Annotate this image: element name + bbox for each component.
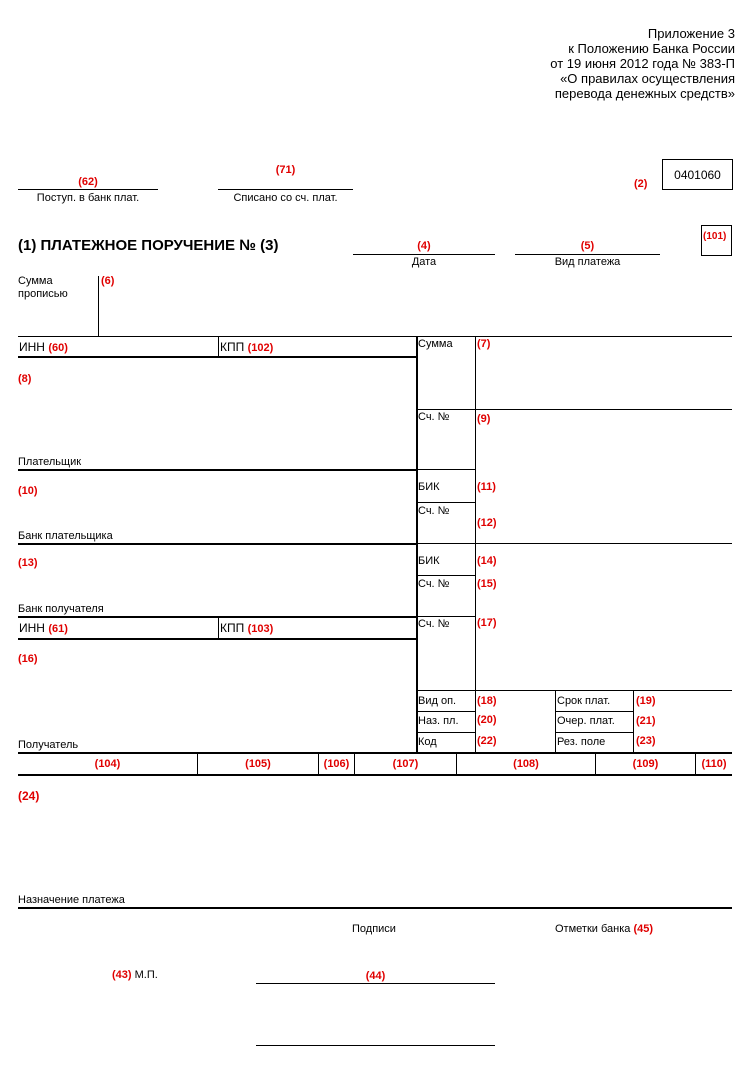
- payment-order-code: (21): [636, 715, 656, 727]
- payment-type-line: [515, 254, 660, 255]
- reserve-field-code: (23): [636, 735, 656, 747]
- debited-line: [218, 189, 353, 190]
- grid-line-752: [18, 752, 732, 754]
- grid-vline-payer-kpp: [218, 336, 219, 356]
- operation-purpose-code: (20): [477, 714, 497, 726]
- received-line: [18, 189, 158, 190]
- payee-bank-acc-code: (15): [477, 578, 497, 590]
- appendix-line-4: «О правилах осуществления: [560, 71, 735, 86]
- grid-line-356: [18, 356, 417, 358]
- payee-kpp-code: (103): [247, 623, 274, 635]
- operation-code-code: (22): [477, 735, 497, 747]
- payer-account-code: (9): [477, 413, 491, 425]
- payee-bank-label: Банк получателя: [18, 603, 104, 615]
- grid-line-543b: [417, 543, 732, 544]
- grid-line-575: [417, 575, 475, 576]
- received-code: (62): [78, 176, 98, 188]
- payment-order-label: Очер. плат.: [557, 715, 615, 727]
- debited-code: (71): [275, 164, 296, 176]
- grid-line-409: [417, 409, 732, 410]
- date-code: (4): [417, 240, 431, 252]
- signatures-label: Подписи: [352, 923, 396, 935]
- debited-label: Списано со сч. плат.: [233, 192, 338, 204]
- payer-inn-code: (60): [48, 342, 68, 354]
- status-box-101: [701, 225, 732, 256]
- appendix-line-5: перевода денежных средств»: [554, 86, 735, 101]
- grid-line-774: [18, 774, 732, 776]
- payer-bank-label: Банк плательщика: [18, 530, 113, 542]
- date-label: Дата: [411, 256, 437, 268]
- grid-vline-payee-kpp: [218, 616, 219, 638]
- operation-code-label: Код: [418, 736, 437, 748]
- payee-bank-acc-label: Сч. №: [418, 578, 450, 590]
- payer-kpp-label: КПП: [220, 340, 245, 354]
- field-code-101: (101): [703, 231, 727, 242]
- grid-line-469: [18, 469, 417, 471]
- title-number-code: (3): [260, 237, 279, 254]
- grid-line-616b: [417, 616, 475, 617]
- received-label: Поступ. в банк плат.: [36, 192, 140, 204]
- form-code-box: [662, 159, 733, 190]
- appendix-line-2: к Положению Банка России: [568, 41, 735, 56]
- appendix-header: [550, 26, 735, 101]
- payee-name-code: (16): [18, 653, 38, 665]
- payee-inn-code: (61): [48, 623, 68, 635]
- payer-inn-label: ИНН: [19, 340, 45, 354]
- grid-line-732b: [555, 732, 633, 733]
- amount-label: Сумма: [418, 338, 453, 350]
- amount-words-label-2: прописью: [18, 288, 68, 300]
- operation-type-code: (18): [477, 695, 497, 707]
- grid-line-469b: [417, 469, 475, 470]
- amount-words-label-1: Сумма: [18, 275, 53, 287]
- payee-inn-label: ИНН: [19, 621, 45, 635]
- stamp-label: М.П.: [134, 969, 158, 981]
- bank-marks-label: Отметки банка: [555, 923, 631, 935]
- payee-kpp: [220, 622, 273, 636]
- grid-line-711b: [555, 711, 633, 712]
- grid-vline-555: [555, 690, 556, 752]
- payee-label: Получатель: [18, 739, 79, 751]
- grid-line-732: [417, 732, 475, 733]
- grid-line-711: [417, 711, 475, 712]
- payer-bank-name-code: (10): [18, 485, 38, 497]
- bank-marks-code: (45): [633, 923, 653, 935]
- amount-code: (7): [477, 338, 491, 350]
- field-code-2: (2): [634, 178, 648, 190]
- operation-type-label: Вид оп.: [418, 695, 457, 707]
- signature-line-2: [256, 1045, 495, 1046]
- amount-words-divider: [98, 276, 99, 336]
- signature-code: (44): [365, 970, 386, 982]
- grid-line-638: [18, 638, 417, 640]
- purpose-code: (24): [18, 789, 40, 803]
- purpose-label: Назначение платежа: [18, 894, 125, 906]
- reserve-field-label: Рез. поле: [557, 736, 606, 748]
- payee-inn: [19, 622, 68, 636]
- payment-type-label: Вид платежа: [554, 256, 621, 268]
- title-code: (1): [18, 237, 37, 254]
- grid-line-336: [18, 336, 732, 337]
- payer-bank-acc-label: Сч. №: [418, 505, 450, 517]
- grid-vline-416: [416, 336, 418, 752]
- grid-vline-475: [475, 336, 476, 752]
- payee-bank-bik-code: (14): [477, 555, 497, 567]
- form-code: 0401060: [674, 168, 721, 182]
- appendix-line-1: Приложение 3: [647, 26, 735, 41]
- payee-acc-code: (17): [477, 617, 497, 629]
- tax-field-108: (108): [513, 758, 539, 770]
- bank-marks: [555, 923, 653, 936]
- tax-field-105: (105): [245, 758, 271, 770]
- grid-line-502: [417, 502, 475, 503]
- payer-label: Плательщик: [18, 456, 82, 468]
- payee-bank-name-code: (13): [18, 557, 38, 569]
- title-text: ПЛАТЕЖНОЕ ПОРУЧЕНИЕ №: [40, 237, 256, 254]
- document-title: [18, 237, 278, 255]
- payee-kpp-label: КПП: [220, 621, 245, 635]
- operation-purpose-label: Наз. пл.: [418, 715, 459, 727]
- grid-line-543: [18, 543, 417, 545]
- payer-account-label: Сч. №: [418, 411, 450, 423]
- stamp-code: (43): [112, 969, 132, 981]
- payment-type-code: (5): [580, 240, 595, 252]
- signature-line-1: [256, 983, 495, 984]
- payer-name-code: (8): [18, 373, 32, 385]
- tax-field-110: (110): [701, 758, 727, 770]
- stamp-area: [112, 969, 158, 982]
- payer-bank-acc-code: (12): [477, 517, 497, 529]
- purpose-line: [18, 907, 732, 909]
- payer-bank-bik-label: БИК: [418, 481, 440, 493]
- payee-bank-bik-label: БИК: [418, 555, 440, 567]
- appendix-line-3: от 19 июня 2012 года № 383-П: [550, 56, 735, 71]
- tax-field-109: (109): [632, 758, 659, 770]
- tax-field-104: (104): [94, 758, 121, 770]
- payment-term-label: Срок плат.: [557, 695, 611, 707]
- payer-kpp-code: (102): [247, 342, 274, 354]
- tax-field-107: (107): [392, 758, 419, 770]
- payer-inn: [19, 341, 68, 355]
- tax-field-106: (106): [323, 758, 350, 770]
- payer-kpp: [220, 341, 273, 355]
- payer-bank-bik-code: (11): [477, 481, 496, 493]
- date-line: [353, 254, 495, 255]
- grid-line-690: [417, 690, 732, 691]
- grid-vline-633: [633, 690, 634, 752]
- amount-words-code: (6): [101, 275, 115, 287]
- payment-term-code: (19): [636, 695, 656, 707]
- payee-acc-label: Сч. №: [418, 618, 450, 630]
